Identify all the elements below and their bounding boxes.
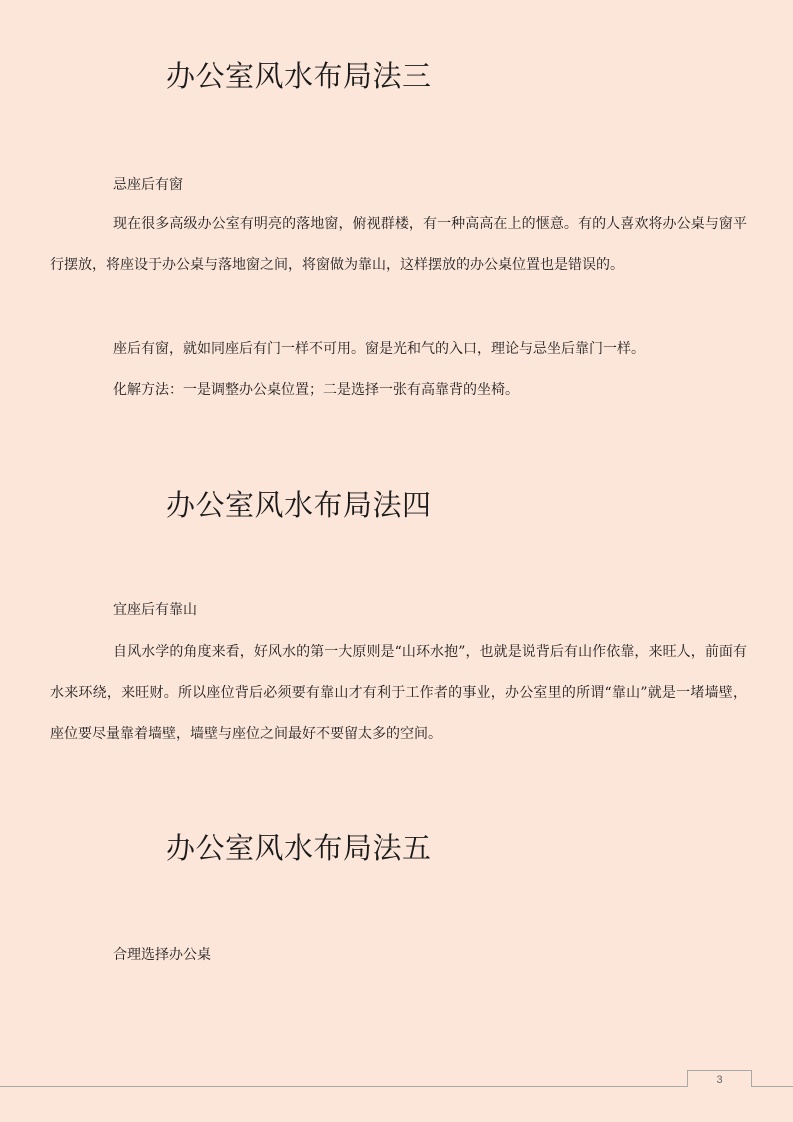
page-number: 3 <box>687 1070 752 1087</box>
paragraph: 现在很多高级办公室有明亮的落地窗，俯视群楼，有一种高高在上的惬意。有的人喜欢将办公桌与窗平行摆放，将座设于办公桌与落地窗之间，将窗做为靠山，这样摆放的办公桌位置也是错误的。 <box>50 216 747 273</box>
section-title: 办公室风水布局法五 <box>166 831 432 865</box>
section-subtitle: 忌座后有窗 <box>113 177 183 193</box>
section-subtitle: 宜座后有靠山 <box>113 602 197 618</box>
section-title: 办公室风水布局法三 <box>166 59 432 93</box>
paragraph: 座后有窗，就如同座后有门一样不可用。窗是光和气的入口，理论与忌坐后靠门一样。 <box>113 341 645 357</box>
section-subtitle: 合理选择办公桌 <box>113 947 211 963</box>
paragraph: 化解方法：一是调整办公桌位置；二是选择一张有高靠背的坐椅。 <box>113 382 519 398</box>
paragraph: 自风水学的角度来看，好风水的第一大原则是“山环水抱”，也就是说背后有山作依靠，来旺人，前面有水来环绕，来旺财。所以座位背后必须要有靠山才有利于工作者的事业，办公室里的所谓“靠山”就是一堵墙壁，座位要尽量靠着墙壁，墙壁与座位之间最好不要留太多的空间。 <box>50 644 747 742</box>
section-title: 办公室风水布局法四 <box>166 488 432 522</box>
footer-divider <box>0 1086 793 1087</box>
